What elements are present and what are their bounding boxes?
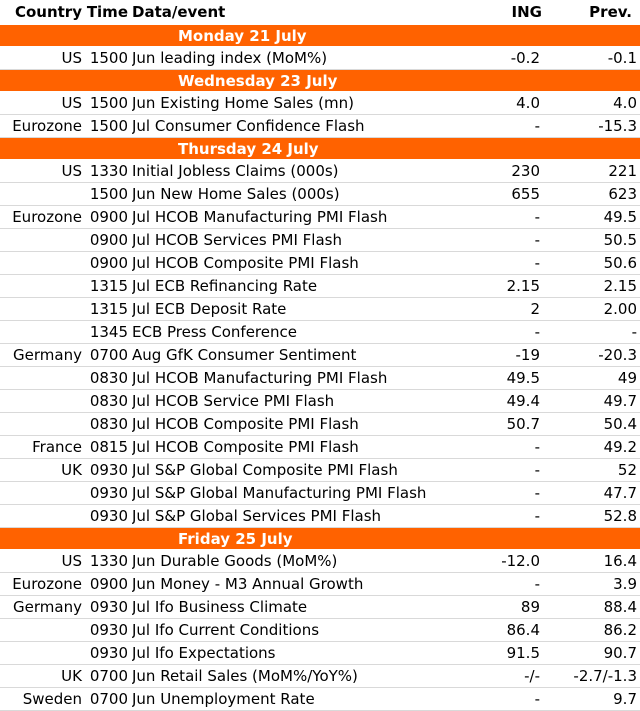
country-cell xyxy=(0,252,86,275)
ing-forecast-cell: - xyxy=(490,229,562,252)
previous-value-cell: 86.2 xyxy=(562,619,640,642)
ing-forecast-cell: - xyxy=(490,505,562,528)
event-cell: Jun Existing Home Sales (mn) xyxy=(132,92,490,115)
ing-forecast-cell: -12.0 xyxy=(490,550,562,573)
table-row xyxy=(0,298,640,321)
country-cell: US xyxy=(0,92,86,115)
previous-value-cell: - xyxy=(562,321,640,344)
previous-value-cell: 49.2 xyxy=(562,436,640,459)
previous-value-cell: 49.7 xyxy=(562,390,640,413)
table-row xyxy=(0,688,640,711)
event-header: Data/event xyxy=(132,0,490,25)
time-cell: 0815 xyxy=(86,436,132,459)
country-cell: US xyxy=(0,550,86,573)
table-row xyxy=(0,160,640,183)
previous-value-cell: 4.0 xyxy=(562,92,640,115)
event-cell: Jul Consumer Confidence Flash xyxy=(132,115,490,138)
calendar-body xyxy=(0,25,640,711)
ing-forecast-cell: - xyxy=(490,573,562,596)
time-cell: 0930 xyxy=(86,505,132,528)
ing-forecast-cell: - xyxy=(490,115,562,138)
time-cell: 1330 xyxy=(86,160,132,183)
ing-forecast-cell: -19 xyxy=(490,344,562,367)
event-cell: Jun New Home Sales (000s) xyxy=(132,183,490,206)
table-row xyxy=(0,344,640,367)
event-cell: Jun Retail Sales (MoM%/YoY%) xyxy=(132,665,490,688)
time-cell: 0700 xyxy=(86,665,132,688)
event-cell: Jul ECB Refinancing Rate xyxy=(132,275,490,298)
event-cell: Jun Durable Goods (MoM%) xyxy=(132,550,490,573)
time-cell: 0830 xyxy=(86,413,132,436)
time-cell: 1500 xyxy=(86,183,132,206)
ing-forecast-cell: 50.7 xyxy=(490,413,562,436)
table-row xyxy=(0,665,640,688)
country-cell xyxy=(0,229,86,252)
time-cell: 0930 xyxy=(86,596,132,619)
event-cell: Jun Money - M3 Annual Growth xyxy=(132,573,490,596)
ing-forecast-cell: 86.4 xyxy=(490,619,562,642)
country-cell: Eurozone xyxy=(0,115,86,138)
day-header-row xyxy=(0,138,640,160)
event-cell: Jul S&P Global Services PMI Flash xyxy=(132,505,490,528)
country-cell: US xyxy=(0,160,86,183)
time-cell: 0930 xyxy=(86,482,132,505)
previous-value-cell: 47.7 xyxy=(562,482,640,505)
country-cell: Sweden xyxy=(0,688,86,711)
event-cell: Jun leading index (MoM%) xyxy=(132,47,490,70)
table-row xyxy=(0,642,640,665)
previous-value-cell: 623 xyxy=(562,183,640,206)
previous-value-cell: 221 xyxy=(562,160,640,183)
previous-value-cell: 52.8 xyxy=(562,505,640,528)
table-row xyxy=(0,573,640,596)
event-cell: ECB Press Conference xyxy=(132,321,490,344)
event-cell: Jun Unemployment Rate xyxy=(132,688,490,711)
table-row xyxy=(0,47,640,70)
previous-value-cell: 9.7 xyxy=(562,688,640,711)
time-cell: 0930 xyxy=(86,619,132,642)
table-row xyxy=(0,550,640,573)
previous-value-cell: 50.4 xyxy=(562,413,640,436)
previous-value-cell: 16.4 xyxy=(562,550,640,573)
event-cell: Jul HCOB Composite PMI Flash xyxy=(132,413,490,436)
table-row xyxy=(0,436,640,459)
table-row xyxy=(0,619,640,642)
table-row xyxy=(0,92,640,115)
country-cell xyxy=(0,367,86,390)
event-cell: Jul HCOB Services PMI Flash xyxy=(132,229,490,252)
country-cell: UK xyxy=(0,665,86,688)
event-cell: Jul ECB Deposit Rate xyxy=(132,298,490,321)
day-header-row xyxy=(0,70,640,92)
time-cell: 1315 xyxy=(86,298,132,321)
event-cell: Jul S&P Global Composite PMI Flash xyxy=(132,459,490,482)
day-label: Friday 25 July xyxy=(0,528,640,550)
ing-forecast-cell: - xyxy=(490,206,562,229)
country-cell: US xyxy=(0,47,86,70)
ing-forecast-cell: - xyxy=(490,459,562,482)
ing-forecast-cell: -/- xyxy=(490,665,562,688)
time-cell: 0700 xyxy=(86,344,132,367)
time-cell: 1500 xyxy=(86,92,132,115)
table-row xyxy=(0,459,640,482)
ing-forecast-cell: 49.5 xyxy=(490,367,562,390)
country-cell xyxy=(0,275,86,298)
table-row xyxy=(0,183,640,206)
day-header-row xyxy=(0,25,640,47)
country-cell xyxy=(0,482,86,505)
previous-value-cell: 49.5 xyxy=(562,206,640,229)
table-row xyxy=(0,115,640,138)
previous-value-cell: 50.6 xyxy=(562,252,640,275)
table-row xyxy=(0,596,640,619)
event-cell: Jul HCOB Service PMI Flash xyxy=(132,390,490,413)
table-row xyxy=(0,321,640,344)
event-cell: Jul S&P Global Manufacturing PMI Flash xyxy=(132,482,490,505)
time-cell: 0930 xyxy=(86,642,132,665)
country-cell xyxy=(0,642,86,665)
day-label: Wednesday 23 July xyxy=(0,70,640,92)
ing-forecast-cell: 2.15 xyxy=(490,275,562,298)
country-cell: Eurozone xyxy=(0,573,86,596)
previous-value-cell: 49 xyxy=(562,367,640,390)
time-cell: 1500 xyxy=(86,115,132,138)
day-label: Thursday 24 July xyxy=(0,138,640,160)
ing-forecast-cell: - xyxy=(490,482,562,505)
table-row xyxy=(0,367,640,390)
previous-value-cell: 2.00 xyxy=(562,298,640,321)
ing-forecast-cell: 655 xyxy=(490,183,562,206)
previous-value-cell: 88.4 xyxy=(562,596,640,619)
event-cell: Jul Ifo Expectations xyxy=(132,642,490,665)
previous-value-cell: 2.15 xyxy=(562,275,640,298)
header-row xyxy=(0,0,640,25)
table-row xyxy=(0,482,640,505)
country-cell: France xyxy=(0,436,86,459)
ing-forecast-cell: - xyxy=(490,436,562,459)
table-row xyxy=(0,275,640,298)
country-cell: Germany xyxy=(0,344,86,367)
country-cell: UK xyxy=(0,459,86,482)
event-cell: Jul HCOB Manufacturing PMI Flash xyxy=(132,206,490,229)
day-label: Monday 21 July xyxy=(0,25,640,47)
time-header: Time xyxy=(86,0,132,25)
ing-forecast-cell: 91.5 xyxy=(490,642,562,665)
ing-forecast-cell: -0.2 xyxy=(490,47,562,70)
time-cell: 1500 xyxy=(86,47,132,70)
time-cell: 0900 xyxy=(86,206,132,229)
country-cell xyxy=(0,619,86,642)
event-cell: Jul HCOB Manufacturing PMI Flash xyxy=(132,367,490,390)
event-cell: Jul HCOB Composite PMI Flash xyxy=(132,436,490,459)
previous-value-cell: 90.7 xyxy=(562,642,640,665)
country-cell xyxy=(0,298,86,321)
ing-forecast-cell: 89 xyxy=(490,596,562,619)
ing-forecast-cell: - xyxy=(490,252,562,275)
previous-value-cell: 50.5 xyxy=(562,229,640,252)
previous-value-cell: 3.9 xyxy=(562,573,640,596)
previous-value-cell: -2.7/-1.3 xyxy=(562,665,640,688)
ing-forecast-cell: 4.0 xyxy=(490,92,562,115)
day-header-row xyxy=(0,528,640,550)
time-cell: 0830 xyxy=(86,390,132,413)
country-cell xyxy=(0,413,86,436)
time-cell: 0900 xyxy=(86,229,132,252)
ing-forecast-cell: - xyxy=(490,321,562,344)
country-cell xyxy=(0,390,86,413)
prev-header: Prev. xyxy=(562,0,640,25)
previous-value-cell: -15.3 xyxy=(562,115,640,138)
previous-value-cell: -0.1 xyxy=(562,47,640,70)
table-row xyxy=(0,229,640,252)
event-cell: Initial Jobless Claims (000s) xyxy=(132,160,490,183)
time-cell: 1345 xyxy=(86,321,132,344)
country-cell xyxy=(0,183,86,206)
ing-forecast-cell: 49.4 xyxy=(490,390,562,413)
country-cell xyxy=(0,505,86,528)
time-cell: 1330 xyxy=(86,550,132,573)
event-cell: Aug GfK Consumer Sentiment xyxy=(132,344,490,367)
ing-header: ING xyxy=(490,0,562,25)
ing-forecast-cell: - xyxy=(490,688,562,711)
event-cell: Jul Ifo Current Conditions xyxy=(132,619,490,642)
table-row xyxy=(0,390,640,413)
event-cell: Jul Ifo Business Climate xyxy=(132,596,490,619)
previous-value-cell: -20.3 xyxy=(562,344,640,367)
country-cell: Germany xyxy=(0,596,86,619)
table-row xyxy=(0,505,640,528)
time-cell: 0900 xyxy=(86,252,132,275)
time-cell: 0830 xyxy=(86,367,132,390)
time-cell: 1315 xyxy=(86,275,132,298)
country-header: Country xyxy=(0,0,86,25)
time-cell: 0900 xyxy=(86,573,132,596)
ing-forecast-cell: 230 xyxy=(490,160,562,183)
time-cell: 0700 xyxy=(86,688,132,711)
country-cell: Eurozone xyxy=(0,206,86,229)
time-cell: 0930 xyxy=(86,459,132,482)
country-cell xyxy=(0,321,86,344)
event-cell: Jul HCOB Composite PMI Flash xyxy=(132,252,490,275)
table-row xyxy=(0,252,640,275)
table-row xyxy=(0,413,640,436)
ing-forecast-cell: 2 xyxy=(490,298,562,321)
table-row xyxy=(0,206,640,229)
previous-value-cell: 52 xyxy=(562,459,640,482)
